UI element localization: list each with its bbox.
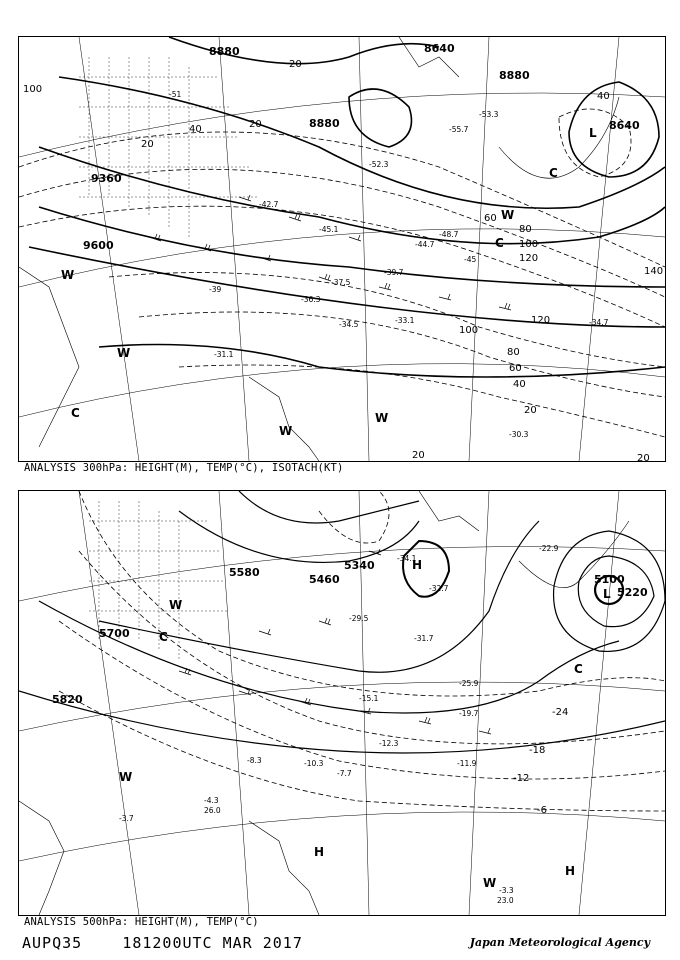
caption-500hpa: ANALYSIS 500hPa: HEIGHT(M), TEMP(°C) (24, 916, 259, 928)
graticule (19, 491, 665, 915)
temp-label: -51 (169, 90, 182, 99)
temp-contour-label: -6 (537, 805, 547, 816)
isotach-label: 100 (23, 84, 43, 95)
temp-label: -31.1 (214, 350, 234, 359)
temp-label: -55.7 (449, 125, 469, 134)
temp-label: -7.7 (337, 769, 352, 778)
temp-label: -44.7 (415, 240, 435, 249)
map-300hpa (18, 36, 666, 462)
isotach-label: 20 (637, 453, 650, 461)
temp-label: -34.7 (589, 318, 609, 327)
height-label: 5100 (594, 573, 625, 586)
temp-label: -36.3 (301, 295, 321, 304)
valid-time: 181200UTC MAR 2017 (122, 934, 303, 952)
isotach-label: 40 (189, 124, 202, 135)
isotach-label: 60 (509, 363, 522, 374)
temp-label: -52.3 (369, 160, 389, 169)
temp-label: -4.3 (204, 796, 219, 805)
warm-marker: W (375, 411, 389, 425)
isotach-labels (23, 59, 663, 461)
height-label: 5340 (344, 559, 375, 572)
temp-label: -34.1 (397, 554, 417, 563)
high-center-marker: H (565, 864, 576, 878)
warm-marker: W (117, 346, 131, 360)
height-label: 8640 (424, 42, 455, 55)
temp-label: -3.7 (119, 814, 134, 823)
height-label: 5820 (52, 693, 83, 706)
isotach-label: 20 (412, 450, 425, 461)
temp-label: -45 (464, 255, 477, 264)
temp-label: -8.3 (247, 756, 262, 765)
low-center-marker: L (589, 126, 597, 140)
map-500hpa (18, 490, 666, 916)
isotach-label: 40 (597, 91, 610, 102)
graticule (19, 37, 665, 461)
isotach-label: 100 (519, 239, 539, 250)
temp-label: -29.5 (349, 614, 369, 623)
temp-label: -48.7 (439, 230, 459, 239)
temp-label: 26.0 (204, 806, 221, 815)
temp-label: -42.7 (259, 200, 279, 209)
isotach-label: 100 (459, 325, 479, 336)
height-label: 9360 (91, 172, 122, 185)
warm-marker: W (483, 876, 497, 890)
isotach-label: 120 (531, 315, 551, 326)
high-center-marker: H (412, 558, 423, 572)
height-label: 8880 (499, 69, 530, 82)
temp-label: -15.1 (359, 694, 379, 703)
height-label: 5220 (617, 586, 648, 599)
height-label: 8880 (309, 117, 340, 130)
temperature-contour-labels (513, 707, 568, 816)
isotach-label: 140 (644, 266, 664, 277)
temp-label: -3.3 (499, 886, 514, 895)
station-temperatures (119, 544, 559, 905)
temp-label: -39.7 (384, 268, 404, 277)
temp-label: -30.3 (509, 430, 529, 439)
map-500hpa-canvas (19, 491, 665, 915)
isotach-label: 60 (484, 213, 497, 224)
height-label: 5700 (99, 627, 130, 640)
caption-300hpa: ANALYSIS 300hPa: HEIGHT(M), TEMP(°C), ISOTACH(KT) (24, 462, 344, 474)
cold-marker: C (159, 630, 168, 644)
warm-marker: W (501, 208, 515, 222)
temp-contour-label: -24 (552, 707, 569, 718)
height-label: 8640 (609, 119, 640, 132)
temp-label: -12.3 (379, 739, 399, 748)
temp-contour-label: -18 (529, 745, 546, 756)
warm-marker: W (61, 268, 75, 282)
center-markers (119, 558, 611, 890)
temp-label: -19.7 (459, 709, 479, 718)
isotach-label: 120 (519, 253, 539, 264)
temp-label: -45.1 (319, 225, 339, 234)
product-id: AUPQ35 (22, 934, 83, 952)
cold-marker: C (71, 406, 80, 420)
temp-label: -34.5 (339, 320, 359, 329)
temp-label: -25.9 (459, 679, 479, 688)
height-label: 9600 (83, 239, 114, 252)
height-label: 5580 (229, 566, 260, 579)
temp-label: -31.7 (414, 634, 434, 643)
warm-marker: W (279, 424, 293, 438)
temp-label: -53.3 (479, 110, 499, 119)
agency-name: Japan Meteorological Agency (469, 936, 650, 949)
temp-label: -37.5 (331, 278, 351, 287)
temperature-contours (59, 491, 665, 811)
isotach-label: 80 (519, 224, 532, 235)
temp-label: -39 (209, 285, 222, 294)
height-label: 5460 (309, 573, 340, 586)
isotach-label: 80 (507, 347, 520, 358)
cold-marker: C (549, 166, 558, 180)
isotach-label: 40 (513, 379, 526, 390)
low-center-marker: L (603, 587, 611, 601)
temp-label: -33.1 (395, 316, 415, 325)
isotach-label: 20 (141, 139, 154, 150)
temp-label: 23.0 (497, 896, 514, 905)
isotach-label: 20 (289, 59, 302, 70)
cold-marker: C (495, 236, 504, 250)
isotach-label: 20 (524, 405, 537, 416)
temp-label: -32.7 (429, 584, 449, 593)
map-300hpa-canvas (19, 37, 665, 461)
temp-contour-label: -12 (513, 773, 530, 784)
temp-label: -10.3 (304, 759, 324, 768)
chart-identifier (22, 934, 303, 952)
warm-marker: W (169, 598, 183, 612)
wind-barbs (149, 195, 511, 310)
warm-marker: W (119, 770, 133, 784)
height-label: 8880 (209, 45, 240, 58)
temp-label: -11.9 (457, 759, 477, 768)
temp-label: -22.9 (539, 544, 559, 553)
isotach-label: 20 (249, 119, 262, 130)
high-center-marker: H (314, 845, 325, 859)
cold-marker: C (574, 662, 583, 676)
